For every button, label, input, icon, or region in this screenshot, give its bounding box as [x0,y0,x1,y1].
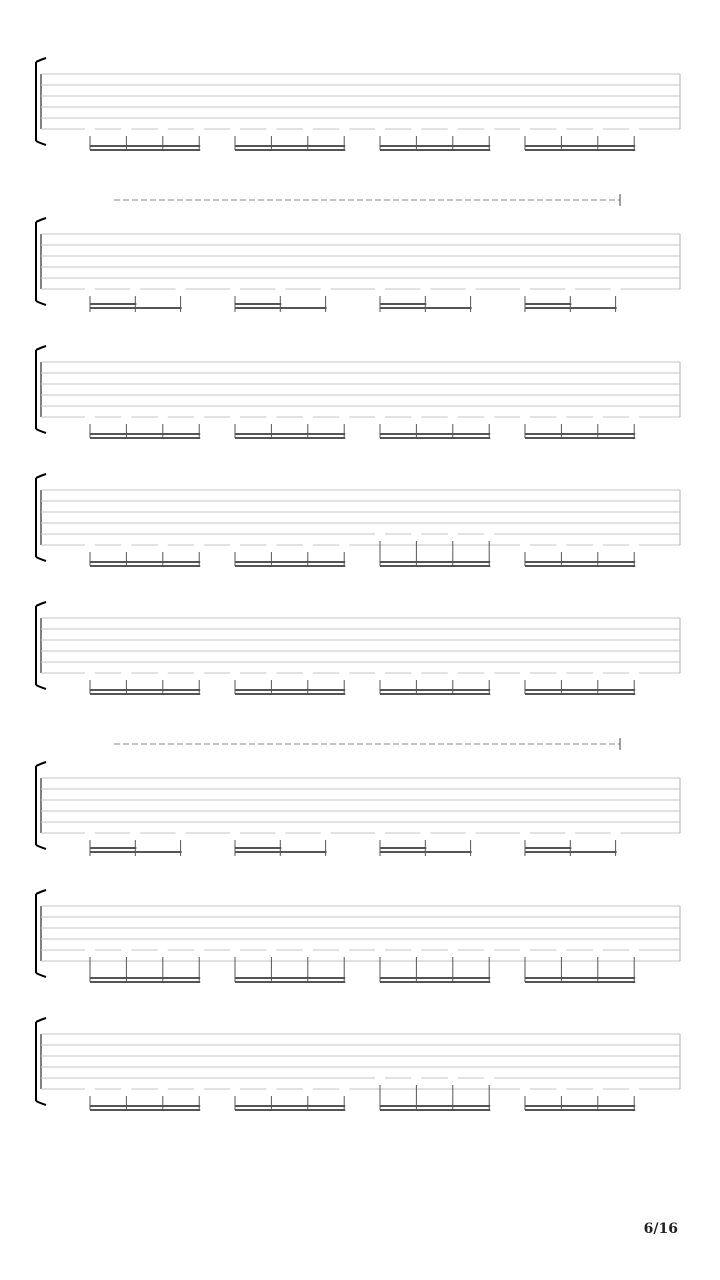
fret-backdrop [121,122,131,135]
fret-backdrop [194,410,204,423]
fret-backdrop [230,666,240,679]
fret-backdrop [230,282,240,295]
fret-backdrop [565,282,575,295]
primary-beam [525,689,635,691]
fret-backdrop [593,410,603,423]
fret-backdrop [629,666,639,679]
fret-backdrop [266,538,276,551]
fret-backdrop [484,1071,494,1084]
fret-backdrop [158,538,168,551]
fret-backdrop [484,410,494,423]
fret-backdrop [121,943,131,956]
bracket-top-hook [36,890,46,894]
fret-backdrop [266,122,276,135]
primary-beam [380,145,490,147]
primary-beam [525,561,635,563]
secondary-beam [235,149,345,151]
secondary-beam [380,693,490,695]
fret-backdrop [158,1082,168,1095]
bracket-top-hook [36,58,46,62]
fret-backdrop [266,1082,276,1095]
fret-backdrop [85,538,95,551]
primary-beam [525,977,635,979]
fret-backdrop [321,826,331,839]
fret-backdrop [411,1071,421,1084]
fret-backdrop [448,1071,458,1084]
tab-system [36,474,680,567]
fret-backdrop [448,666,458,679]
fret-backdrop [266,410,276,423]
fret-backdrop [556,943,566,956]
fret-backdrop [629,1082,639,1095]
bracket-bottom-hook [36,685,46,689]
fret-backdrop [466,282,476,295]
primary-beam [235,851,327,853]
primary-beam [380,433,490,435]
primary-beam [235,1105,345,1107]
primary-beam [90,689,200,691]
primary-beam [90,977,200,979]
bracket-top-hook [36,474,46,478]
fret-backdrop [85,410,95,423]
fret-backdrop [520,410,530,423]
fret-backdrop [611,282,621,295]
primary-beam [90,307,182,309]
fret-backdrop [339,538,349,551]
secondary-beam [525,437,635,439]
fret-backdrop [520,943,530,956]
fret-backdrop [303,410,313,423]
secondary-beam [90,149,200,151]
fret-backdrop [611,826,621,839]
fret-backdrop [411,122,421,135]
fret-backdrop [520,1082,530,1095]
primary-beam [235,433,345,435]
bracket-bottom-hook [36,557,46,561]
fret-backdrop [121,538,131,551]
primary-beam [525,433,635,435]
primary-beam [235,307,327,309]
fret-backdrop [339,410,349,423]
secondary-beam [90,693,200,695]
fret-backdrop [375,1071,385,1084]
primary-beam [525,1105,635,1107]
secondary-beam [235,693,345,695]
fret-backdrop [411,666,421,679]
fret-backdrop [158,943,168,956]
fret-backdrop [593,538,603,551]
fret-backdrop [375,943,385,956]
secondary-beam [525,565,635,567]
secondary-beam [525,149,635,151]
primary-beam [90,561,200,563]
fret-backdrop [194,1082,204,1095]
secondary-beam [235,565,345,567]
secondary-beam [235,847,281,849]
fret-backdrop [593,666,603,679]
secondary-beam [90,565,200,567]
secondary-beam [90,1109,200,1111]
fret-backdrop [85,943,95,956]
bracket-bottom-hook [36,141,46,145]
fret-backdrop [484,943,494,956]
fret-backdrop [321,282,331,295]
primary-beam [380,689,490,691]
primary-beam [90,851,182,853]
fret-backdrop [85,826,95,839]
fret-backdrop [411,943,421,956]
fret-backdrop [565,826,575,839]
fret-backdrop [230,1082,240,1095]
fret-backdrop [266,666,276,679]
fret-backdrop [593,122,603,135]
secondary-beam [380,1109,490,1111]
secondary-beam [90,303,136,305]
fret-backdrop [484,666,494,679]
fret-backdrop [230,410,240,423]
secondary-beam [380,565,490,567]
primary-beam [235,145,345,147]
secondary-beam [235,981,345,983]
fret-backdrop [420,826,430,839]
fret-backdrop [520,666,530,679]
secondary-beam [525,847,571,849]
fret-backdrop [230,122,240,135]
secondary-beam [90,981,200,983]
primary-beam [380,851,472,853]
secondary-beam [90,847,136,849]
fret-backdrop [303,538,313,551]
fret-backdrop [85,666,95,679]
secondary-beam [380,437,490,439]
secondary-beam [380,303,426,305]
secondary-beam [380,981,490,983]
bracket-top-hook [36,218,46,222]
bracket-top-hook [36,602,46,606]
primary-beam [90,145,200,147]
fret-backdrop [339,122,349,135]
fret-backdrop [593,1082,603,1095]
fret-backdrop [230,943,240,956]
fret-backdrop [556,410,566,423]
fret-backdrop [130,826,140,839]
secondary-beam [525,1109,635,1111]
page-number: 6/16 [643,1221,678,1237]
fret-backdrop [194,666,204,679]
fret-backdrop [130,282,140,295]
secondary-beam [235,303,281,305]
tab-system [36,346,680,439]
bracket-bottom-hook [36,301,46,305]
fret-backdrop [303,122,313,135]
fret-backdrop [85,1082,95,1095]
secondary-beam [380,149,490,151]
secondary-beam [380,847,426,849]
fret-backdrop [556,1082,566,1095]
fret-backdrop [593,943,603,956]
fret-backdrop [339,1082,349,1095]
primary-beam [525,307,617,309]
fret-backdrop [448,410,458,423]
fret-backdrop [420,282,430,295]
fret-backdrop [158,122,168,135]
fret-backdrop [266,943,276,956]
fret-backdrop [629,122,639,135]
fret-backdrop [375,826,385,839]
bracket-bottom-hook [36,429,46,433]
fret-backdrop [448,943,458,956]
fret-backdrop [194,122,204,135]
fret-backdrop [466,826,476,839]
secondary-beam [525,303,571,305]
bracket-top-hook [36,762,46,766]
primary-beam [525,145,635,147]
primary-beam [235,977,345,979]
bracket-bottom-hook [36,1101,46,1105]
primary-beam [235,561,345,563]
tab-system [36,58,680,151]
fret-backdrop [448,527,458,540]
fret-backdrop [303,666,313,679]
fret-backdrop [303,1082,313,1095]
fret-backdrop [339,943,349,956]
fret-backdrop [176,826,186,839]
fret-backdrop [411,410,421,423]
tab-system [36,1018,680,1111]
fret-backdrop [448,122,458,135]
bracket-top-hook [36,1018,46,1022]
fret-backdrop [484,122,494,135]
primary-beam [380,307,472,309]
primary-beam [380,977,490,979]
fret-backdrop [556,538,566,551]
bracket-bottom-hook [36,973,46,977]
fret-backdrop [85,122,95,135]
tab-system [36,602,680,695]
fret-backdrop [176,282,186,295]
primary-beam [380,561,490,563]
fret-backdrop [158,666,168,679]
tab-system [36,738,680,856]
primary-beam [235,689,345,691]
tab-system [36,194,680,312]
primary-beam [90,433,200,435]
fret-backdrop [520,282,530,295]
fret-backdrop [520,826,530,839]
secondary-beam [235,1109,345,1111]
tab-system [36,890,680,983]
secondary-beam [525,981,635,983]
bracket-bottom-hook [36,845,46,849]
fret-backdrop [629,410,639,423]
primary-beam [90,1105,200,1107]
fret-backdrop [629,943,639,956]
fret-backdrop [629,538,639,551]
fret-backdrop [520,122,530,135]
fret-backdrop [375,527,385,540]
bracket-top-hook [36,346,46,350]
primary-beam [380,1105,490,1107]
fret-backdrop [556,666,566,679]
fret-backdrop [275,282,285,295]
fret-backdrop [375,122,385,135]
fret-backdrop [158,410,168,423]
fret-backdrop [520,538,530,551]
fret-backdrop [375,282,385,295]
fret-backdrop [484,527,494,540]
fret-backdrop [375,666,385,679]
fret-backdrop [194,943,204,956]
fret-backdrop [121,410,131,423]
fret-backdrop [85,282,95,295]
fret-backdrop [230,538,240,551]
secondary-beam [90,437,200,439]
fret-backdrop [230,826,240,839]
fret-backdrop [275,826,285,839]
fret-backdrop [121,666,131,679]
fret-backdrop [556,122,566,135]
fret-backdrop [194,538,204,551]
fret-backdrop [303,943,313,956]
fret-backdrop [339,666,349,679]
fret-backdrop [411,527,421,540]
fret-backdrop [121,1082,131,1095]
secondary-beam [235,437,345,439]
fret-backdrop [375,410,385,423]
primary-beam [525,851,617,853]
secondary-beam [525,693,635,695]
